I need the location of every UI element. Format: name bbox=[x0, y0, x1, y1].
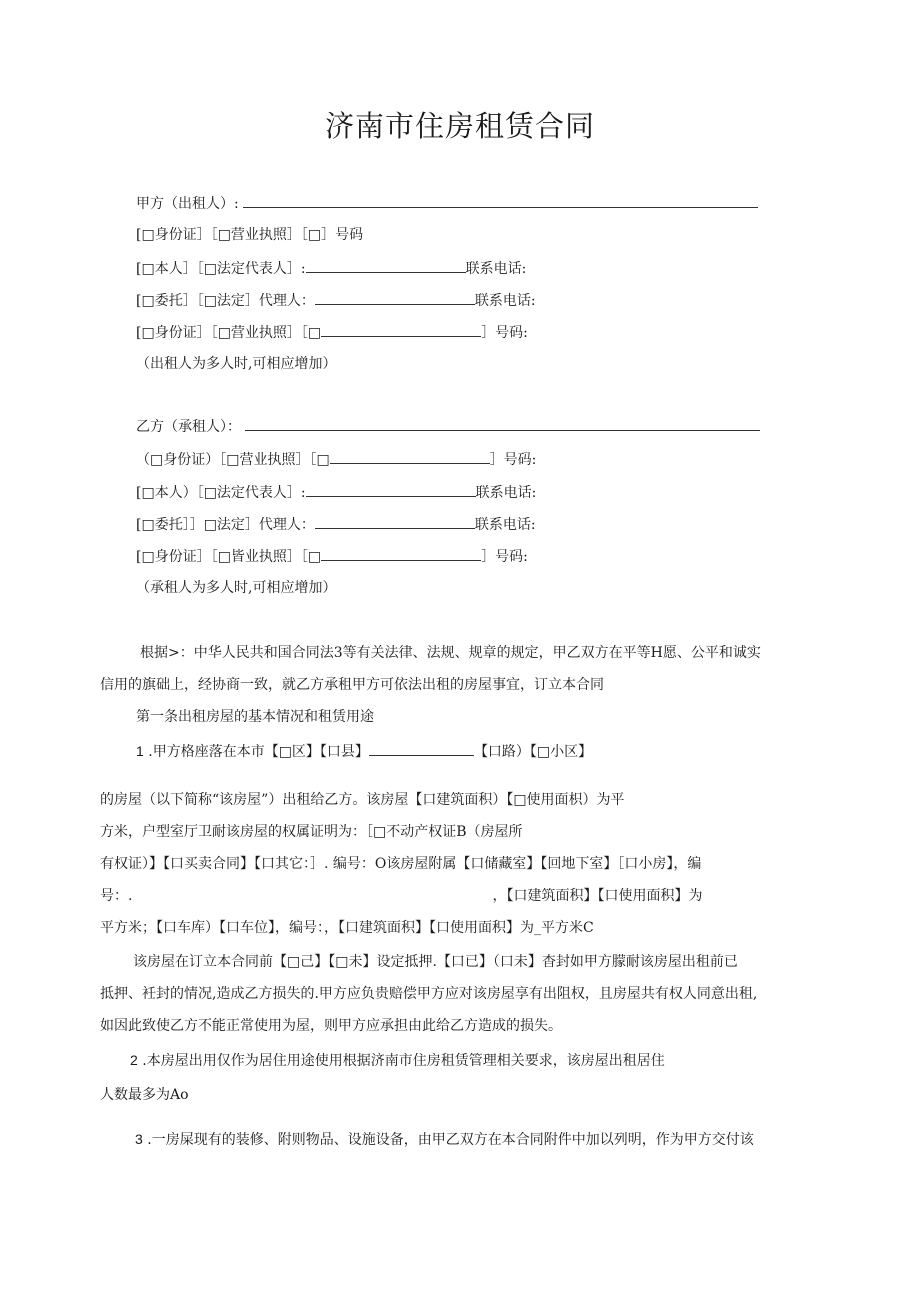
item-3-row bbox=[135, 1129, 754, 1150]
item-3-text: .一房屎现有的装修、附则物品、设施设备，由甲乙双方在本合同附件中加以列明，作为甲方交付该 bbox=[147, 1132, 754, 1148]
item-3-number: 3 bbox=[135, 1131, 143, 1147]
item-1-road-field[interactable] bbox=[369, 740, 474, 756]
party-b-id2-field[interactable] bbox=[321, 545, 481, 561]
party-a-note: （出租人为多人时,可相应增加） bbox=[136, 356, 337, 372]
item-2-row bbox=[130, 1050, 665, 1071]
party-a-label: 甲方（出租人）: bbox=[136, 196, 239, 212]
party-b-id-row bbox=[136, 448, 536, 470]
party-b-phone-label: 联系电话: bbox=[475, 485, 537, 501]
item-1-row bbox=[136, 740, 592, 762]
party-a-agent-field[interactable] bbox=[315, 289, 475, 305]
party-a-id2-suffix: ］号码: bbox=[481, 325, 528, 341]
party-b-agent-field[interactable] bbox=[315, 513, 475, 529]
item-2-text: .本房屋出用仅作为居住用途使用根据济南市住房租赁管理相关要求，该房屋出租居住 bbox=[142, 1053, 665, 1069]
party-b-agent-row bbox=[136, 513, 536, 535]
item-2-number: 2 bbox=[130, 1052, 138, 1068]
para-4-b: ，【口建筑面积】【口使用面积】为 bbox=[492, 888, 703, 904]
party-b-id-suffix: ］号码: bbox=[489, 452, 537, 468]
para-4 bbox=[100, 886, 702, 906]
mortgage-line-3: 如因此致使乙方不能正常使用为屋，则甲方应承担由此给乙方造成的损失。 bbox=[100, 1018, 562, 1034]
party-a-agent-phone-label: 联系电话: bbox=[474, 293, 536, 309]
party-b-id2-suffix: ］号码: bbox=[481, 549, 528, 565]
party-a-self-label: [□本人］［□法定代表人］: bbox=[136, 261, 306, 277]
para-2: 方米，户型室厅卫耐该房屋的权属证明为：［□不动产权证B（房屋所 bbox=[100, 824, 523, 840]
party-b-name-field[interactable] bbox=[245, 415, 760, 431]
party-a-id2-row bbox=[136, 321, 528, 343]
party-b-id2-label: [□身份证］［□皆业执照］［□ bbox=[136, 549, 322, 565]
party-a-agent-row bbox=[136, 289, 536, 311]
party-b-rep-field[interactable] bbox=[306, 481, 476, 497]
basis-line-2: 信用的旗础上，经协商一致，就乙方承租甲方可依法出租的房屋事宜，订立本合同 bbox=[100, 677, 604, 693]
party-b-id2-row bbox=[136, 545, 528, 567]
party-a-name-field[interactable] bbox=[243, 192, 758, 208]
para-1: 的房屋（以下简称“该房屋”）出租给乙方。该房屋【口建筑面积）【□使用面枳）为平 bbox=[100, 792, 625, 808]
item-1-number: 1 bbox=[136, 743, 144, 759]
mortgage-line-1: 该房屋在订立本合同前【□己】【□未】设定抵押.【口已】（口未】杳封如甲方朦耐该房屋出租前已 bbox=[133, 954, 738, 970]
party-b-self-label: [□本人）［□法定代表人］: bbox=[136, 485, 306, 501]
basis-line-1: 根据>：中华人民共和国合同法3等有关法律、法规、规章的规定，甲乙双方在平等H愿、公平和诚实 bbox=[140, 645, 761, 661]
party-b-label: 乙方（承租人）： bbox=[136, 419, 241, 435]
para-4-a: 号：. bbox=[100, 888, 133, 904]
mortgage-line-2: 抵押、衽封的情况,造成乙方损失的.甲方应负贵赔偿甲方应对该房屋享有出阻权，且房屋共有权人同意出租, bbox=[100, 986, 758, 1002]
party-b-self-row bbox=[136, 481, 536, 503]
party-b-agent-phone-label: 联系电话: bbox=[474, 517, 536, 533]
party-a-phone-label: 联系电话: bbox=[465, 261, 527, 277]
item-1-text-b: 【口路）【□小区】 bbox=[473, 744, 593, 760]
item-2-continued: 人数最多为Ao bbox=[100, 1087, 189, 1103]
item-1-text: .甲方格座落在本市【□区】【口县】 bbox=[148, 744, 369, 760]
page-title: 济南市住房租赁合同 bbox=[324, 109, 595, 143]
party-a-self-row bbox=[136, 257, 526, 279]
party-b-row bbox=[136, 415, 760, 437]
party-a-agent-label: [□委托］［□法定］代理人： bbox=[136, 293, 315, 309]
party-a-id2-label: [□身份证］［□营业执照］［□ bbox=[136, 325, 322, 341]
party-b-id-label: （□身份证）［□营业执照］［□ bbox=[136, 452, 330, 468]
party-b-id-field[interactable] bbox=[330, 448, 490, 464]
para-5: 平方米；【口车库）【口车位】，编号：，【口建筑面积】【口使用面积】为_平方米C bbox=[100, 920, 594, 936]
party-b-agent-label: [□委托］］□法定］代理人： bbox=[136, 517, 315, 533]
party-a-row bbox=[136, 192, 758, 214]
article-1-heading: 第一条出租房屋的基本情况和租赁用途 bbox=[136, 709, 374, 725]
party-b-note: （承租人为多人时,可相应增加） bbox=[136, 580, 337, 596]
party-a-id-type: [□身份证］［□营业执照］［□］号码 bbox=[136, 227, 364, 243]
party-a-rep-field[interactable] bbox=[306, 257, 466, 273]
para-3: 有权证）】【口买卖合同】【口其它：］. 编号：O该房屋附属【口储藏室】【回地下室】［口小房】，编 bbox=[100, 856, 702, 872]
party-a-id2-field[interactable] bbox=[321, 321, 481, 337]
